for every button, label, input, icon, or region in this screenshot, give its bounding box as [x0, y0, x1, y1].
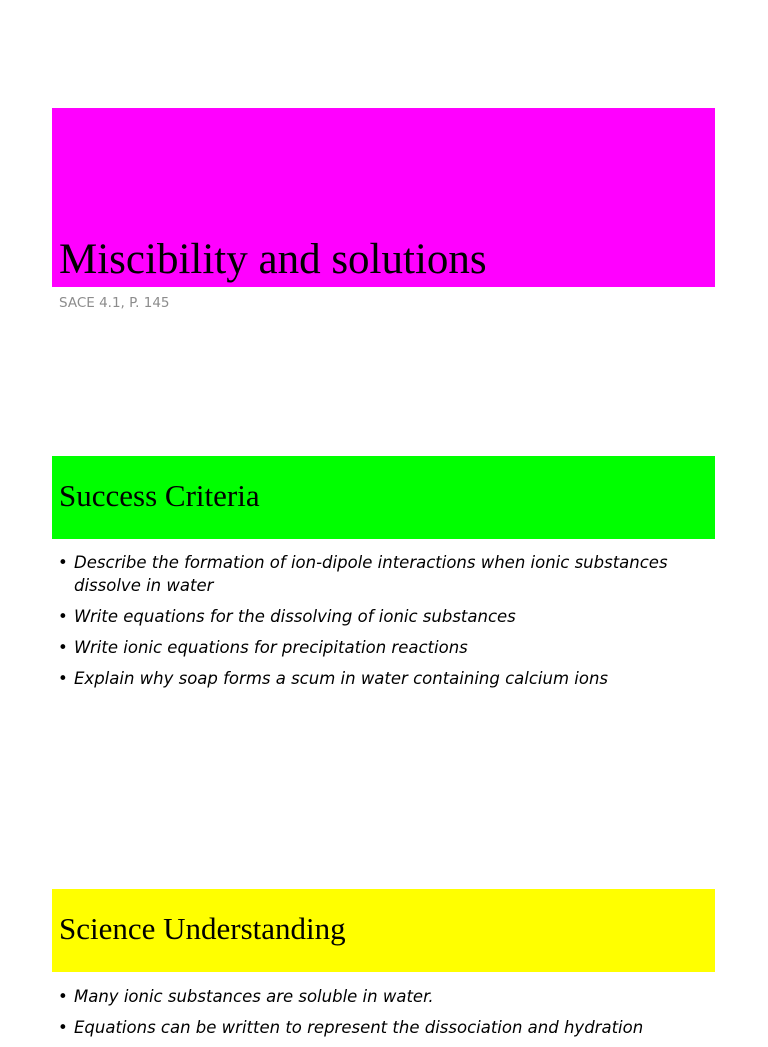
science-understanding-banner — [52, 889, 715, 972]
list-item — [58, 985, 718, 1008]
list-item-text: Write equations for the dissolving of ionic substances — [74, 607, 516, 626]
list-item — [58, 667, 718, 690]
list-item-text: Many ionic substances are soluble in water. — [74, 987, 434, 1006]
page-title: Miscibility and solutions — [59, 236, 487, 283]
list-item — [58, 605, 718, 628]
list-item-text: Write ionic equations for precipitation reactions — [74, 638, 468, 657]
bullet-icon: • — [58, 607, 68, 626]
science-understanding-heading: Science Understanding — [59, 911, 346, 946]
science-understanding-list — [58, 985, 718, 1047]
list-item — [58, 1016, 718, 1039]
list-item-text: Describe the formation of ion-dipole interactions when ionic substances dissolve in water — [74, 553, 668, 595]
success-criteria-heading: Success Criteria — [59, 478, 260, 513]
list-item-text: Explain why soap forms a scum in water containing calcium ions — [74, 669, 609, 688]
success-criteria-list — [58, 551, 718, 698]
bullet-icon: • — [58, 987, 68, 1006]
list-item-text: Equations can be written to represent the dissociation and hydration — [74, 1018, 644, 1037]
bullet-icon: • — [58, 1018, 68, 1037]
bullet-icon: • — [58, 638, 68, 657]
bullet-icon: • — [58, 553, 68, 572]
success-criteria-banner — [52, 456, 715, 539]
bullet-icon: • — [58, 669, 68, 688]
page-subtitle: SACE 4.1, P. 145 — [59, 295, 170, 311]
list-item — [58, 636, 718, 659]
list-item — [58, 551, 718, 597]
